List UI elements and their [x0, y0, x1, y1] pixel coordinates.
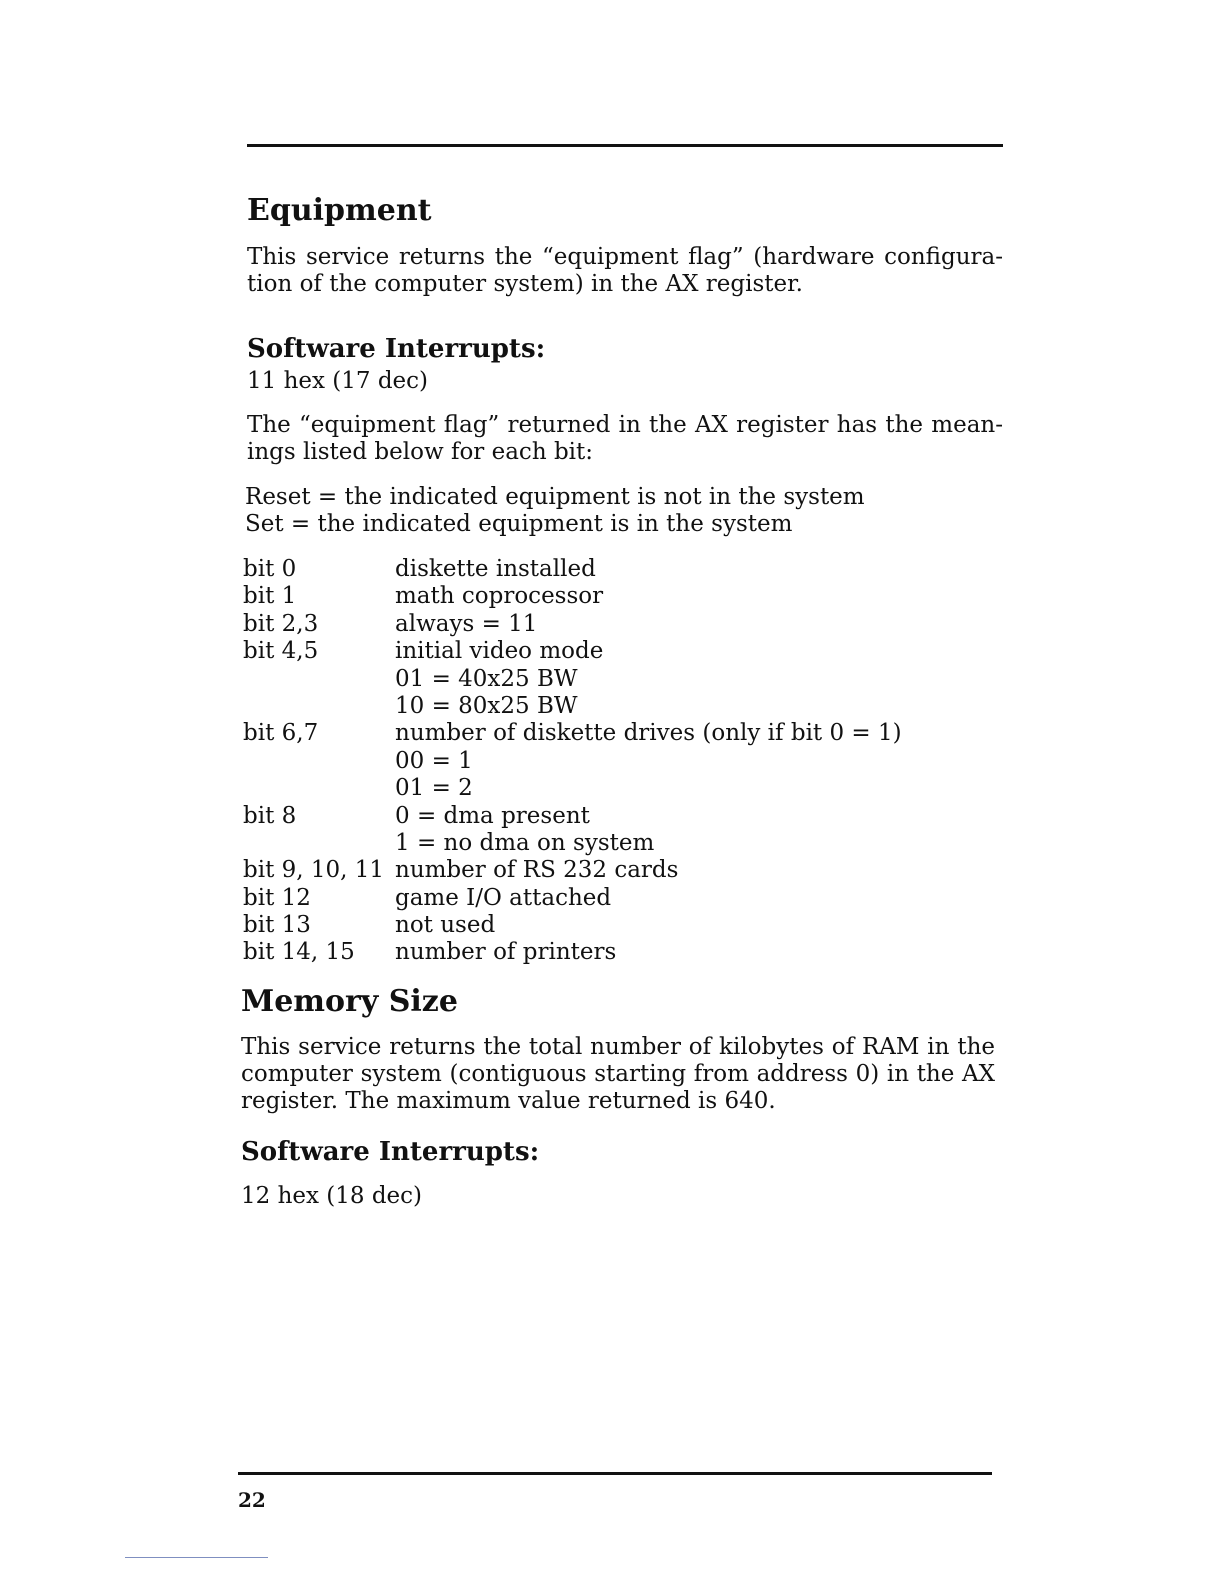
bit-label: bit 13: [243, 912, 311, 939]
equipment-flag-intro: The “equipment flag” returned in the AX register has the mean-ings listed below for each bit:: [247, 412, 1003, 465]
bit-row: [243, 939, 1003, 966]
bit-description: diskette installed: [395, 556, 596, 582]
bit-row: [243, 857, 1003, 884]
bit-row: [243, 775, 1003, 802]
bit-row: [243, 583, 1003, 610]
bit-description: 10 = 80x25 BW: [395, 692, 578, 719]
bit-label: bit 4,5: [243, 638, 319, 665]
bit-row: [243, 830, 1003, 857]
bit-description: number of printers: [395, 939, 617, 966]
bit-label: bit 1: [243, 583, 297, 610]
bit-description: math coprocessor: [395, 583, 604, 610]
equipment-intro: This service returns the “equipment flag” (hardware configura-tion of the computer system) in the AX register.: [247, 244, 1003, 297]
top-rule: [247, 144, 1003, 147]
bit-row: [243, 885, 1003, 912]
bit-description: always = 11: [395, 610, 538, 637]
bit-row: [243, 556, 1003, 583]
memory-title: Memory Size: [241, 984, 458, 1019]
bit-label: bit 8: [243, 802, 297, 829]
bit-description: initial video mode: [395, 638, 604, 665]
bottom-mark: [125, 1557, 268, 1558]
bit-row: [243, 693, 1003, 720]
bit-label: bit 12: [243, 884, 311, 911]
bit-row: [243, 611, 1003, 638]
bit-label: bit 14, 15: [243, 939, 355, 966]
bit-row: [243, 666, 1003, 693]
bottom-rule: [238, 1472, 992, 1475]
bit-description: 1 = no dma on system: [395, 829, 655, 856]
bit-label: bit 0: [243, 556, 297, 582]
memory-intro: This service returns the total number of kilobytes of RAM in the computer system (contiguous starting from address 0) in the AX register. The maximum value returned is 640.: [241, 1034, 995, 1114]
bit-row: [243, 912, 1003, 939]
bit-label: bit 9, 10, 11: [243, 857, 385, 884]
bit-description: 00 = 1: [395, 747, 473, 774]
bit-description: number of diskette drives (only if bit 0 = 1): [395, 720, 902, 747]
bit-row: [243, 803, 1003, 830]
bit-description: 01 = 2: [395, 775, 473, 802]
set-line: Set = the indicated equipment is in the system: [245, 511, 793, 537]
bit-row: [243, 720, 1003, 747]
bit-label: bit 6,7: [243, 720, 319, 747]
equipment-title: Equipment: [247, 193, 432, 228]
bit-description: 0 = dma present: [395, 802, 590, 829]
bit-description: 01 = 40x25 BW: [395, 665, 578, 692]
equipment-interrupt-value: 11 hex (17 dec): [247, 368, 429, 394]
page-number: 22: [238, 1488, 266, 1512]
reset-line: Reset = the indicated equipment is not in the system: [245, 484, 865, 510]
bit-row: [243, 638, 1003, 665]
bit-description: not used: [395, 912, 496, 939]
memory-interrupts-heading: Software Interrupts:: [241, 1137, 540, 1167]
bit-description: game I/O attached: [395, 884, 612, 911]
bit-meanings-table: [243, 556, 1003, 967]
memory-interrupt-value: 12 hex (18 dec): [241, 1183, 423, 1209]
equipment-interrupts-heading: Software Interrupts:: [247, 334, 546, 364]
bit-description: number of RS 232 cards: [395, 857, 679, 884]
bit-label: bit 2,3: [243, 610, 319, 637]
bit-row: [243, 748, 1003, 775]
